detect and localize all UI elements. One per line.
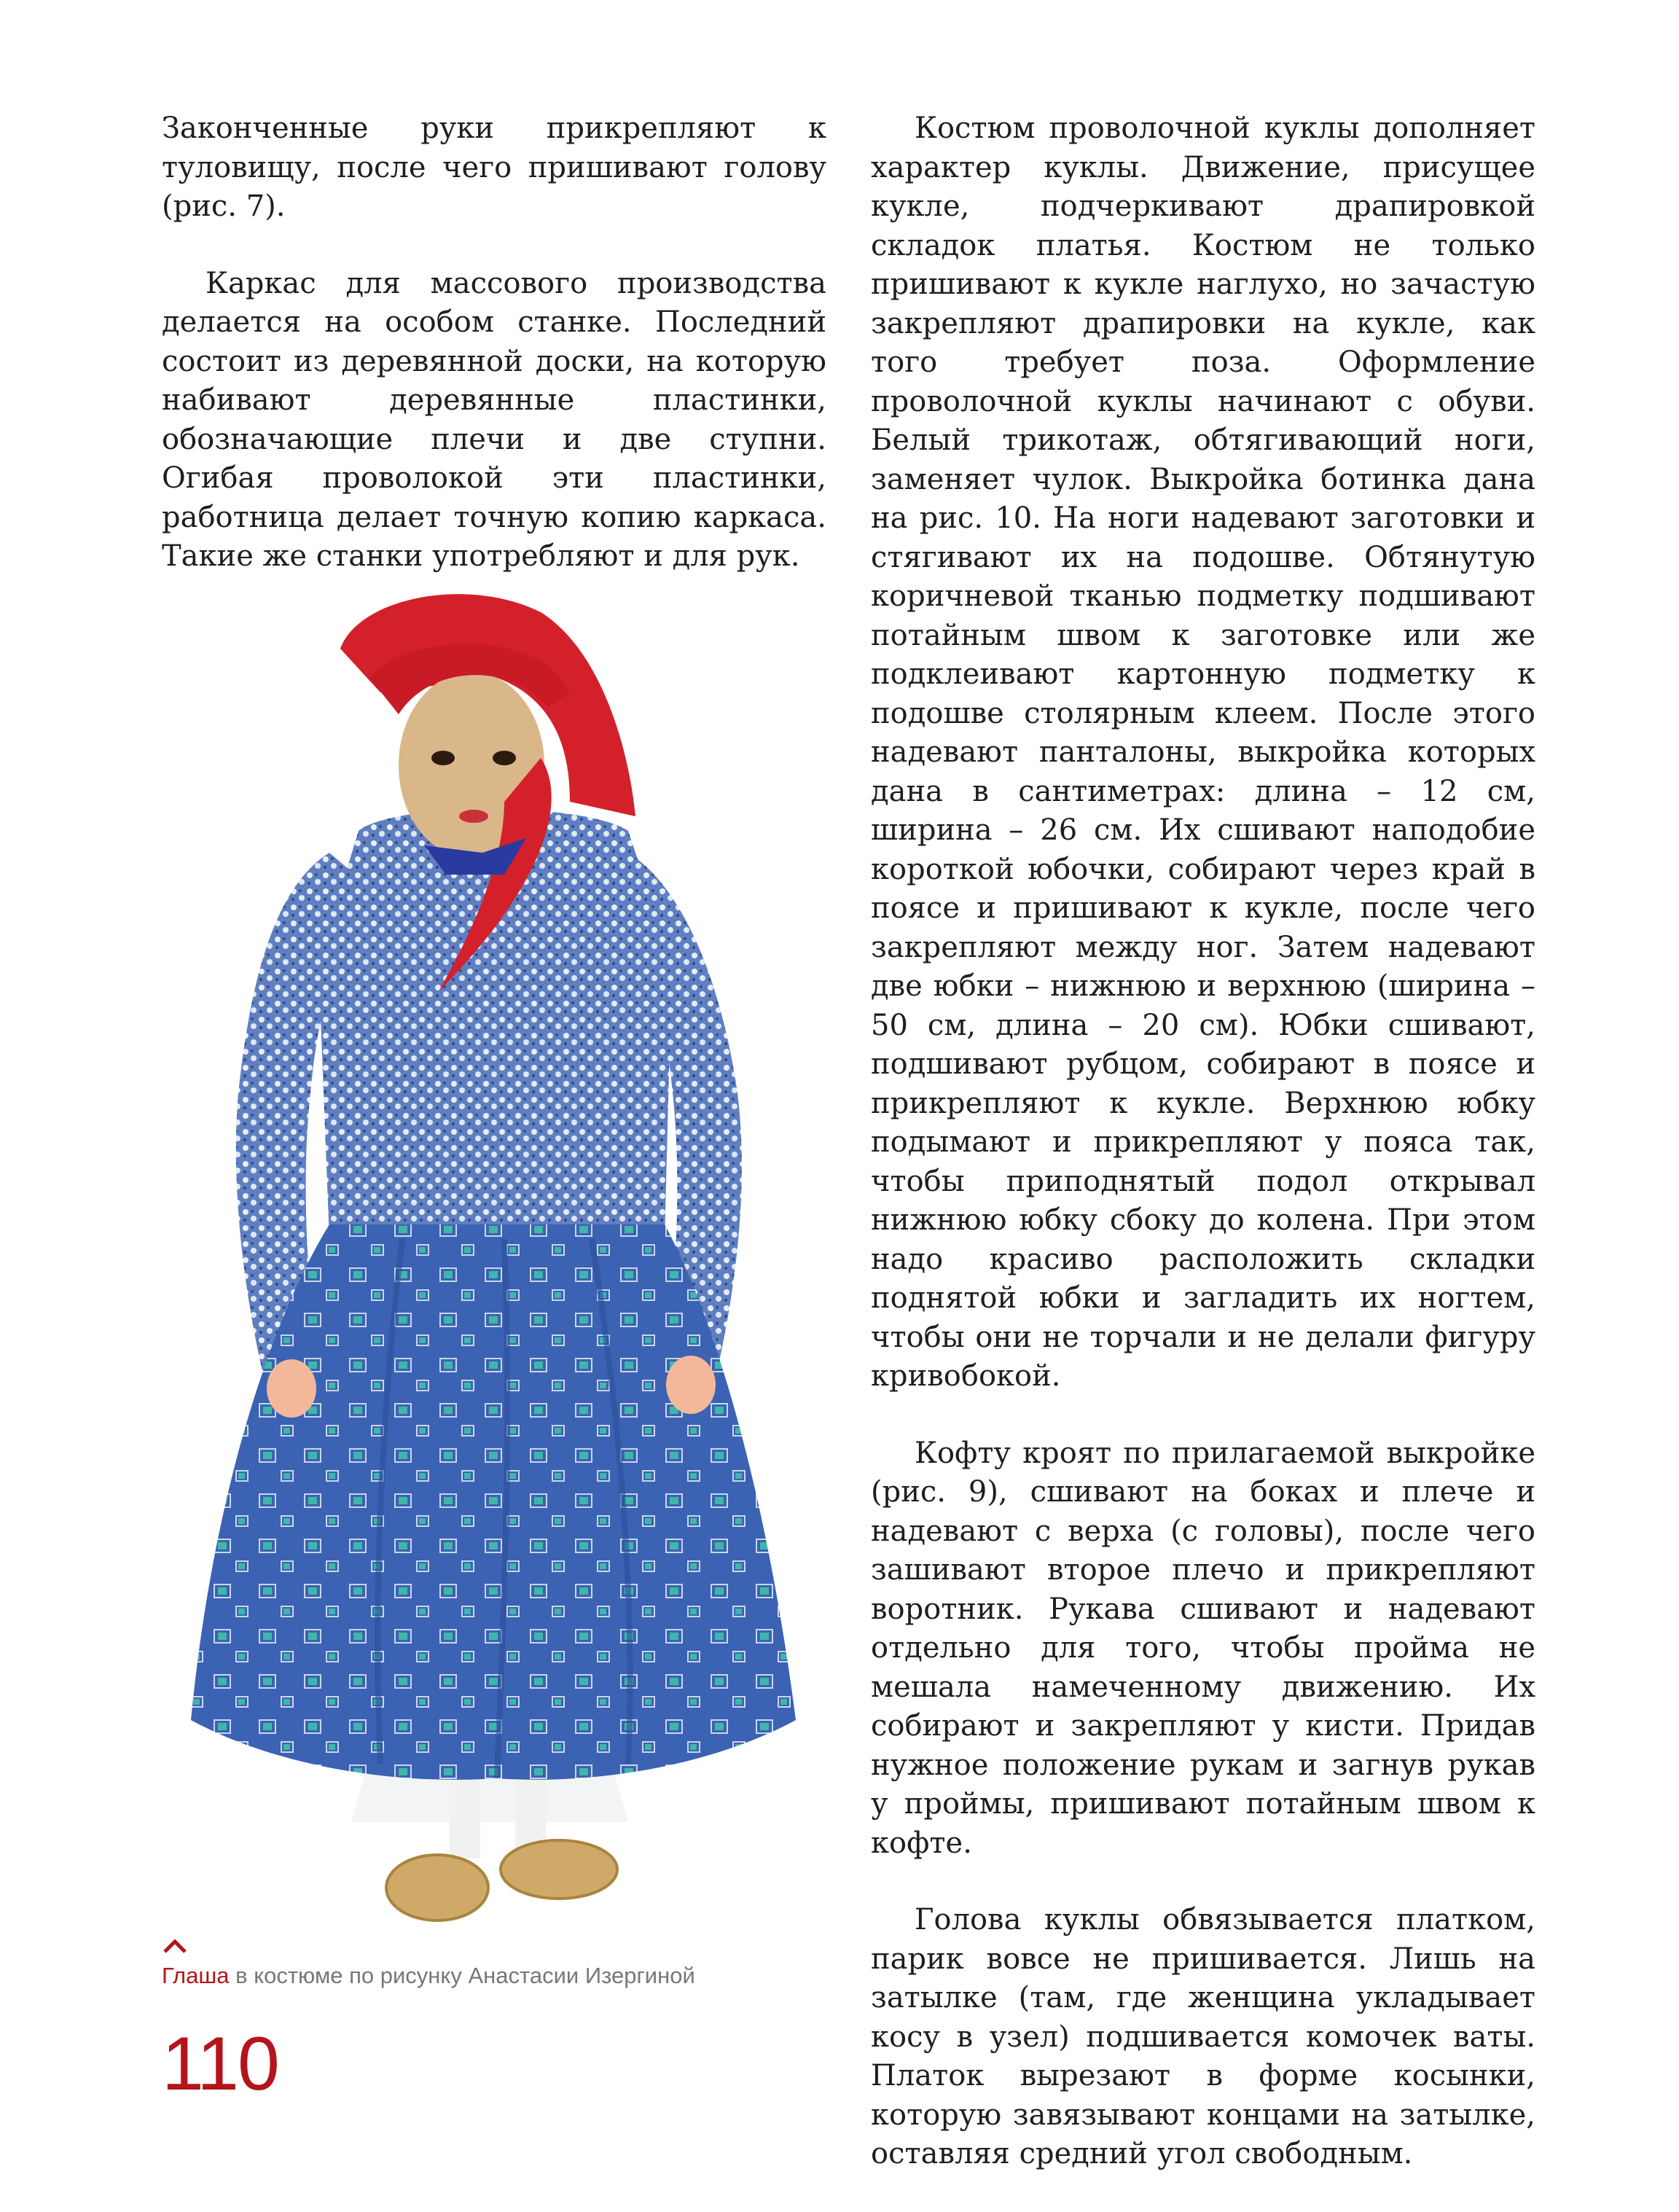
right-column [871, 109, 1535, 2212]
paragraph: Голова куклы обвязывается платком, парик вовсе не пришивается. Лишь на затылке (там, где женщина укладывает косу в узел) подшивается комочек ваты. Платок вырезают в форме косынки, которую завязывают концами на затылке, оставляя средний угол свободным. [871, 1903, 1535, 2170]
paragraph: Законченные руки прикрепляют к туловищу, после чего пришивают голову (рис. 7). [162, 112, 826, 223]
page-number: 110 [162, 2022, 278, 2106]
paragraph: Костюм проволочной куклы дополняет характер куклы. Движение, присущее кукле, подчеркивают драпировкой складок платья. Костюм не только пришивают к кукле наглухо, но зачастую закрепляют драпировки на кукле, как того требует поза. Оформление проволочной куклы начинают с обуви. Белый трикотаж, обтягивающий ноги, заменяет чулок. Выкройка ботинка дана на рис. 10. На ноги надевают заготовки и стягивают их на подошве. Обтянутую коричневой тканью подметку подшивают потайным швом к заготовке или же подклеивают картонную подметку к подошве столярным клеем. После этого надевают панталоны, выкройка которых дана в сантиметрах: длина – 12 см, ширина – 26 см. Их сшивают наподобие короткой юбочки, собирают через край в поясе и пришивают к кукле, после чего закрепляют между ног. Затем надевают две юбки – нижнюю и верхнюю (ширина – 50 см, длина – 20 см). Юбки сшивают, подшивают рубцом, собирают в поясе и прикрепляют к кукле. Верхнюю юбку подымают и прикрепляют у пояса так, чтобы приподнятый подол открывал нижнюю юбку сбоку до колена. При этом надо красиво расположить складки поднятой юбки и загладить их ногтем, чтобы они не торчали и не делали фигуру кривобокой. [871, 112, 1535, 1393]
figure-caption [162, 1963, 695, 1989]
caption-name: Глаша [162, 1963, 230, 1988]
caption-text: в костюме по рисунку Анастасии Изергиной [229, 1963, 695, 1988]
paragraph: Каркас для массового производства делается на особом станке. Последний состоит из деревянной доски, на которую набивают деревянные пластинки, обозначающие плечи и две ступни. Огибая проволокой эти пластинки, работница делает точную копию каркаса. Такие же станки употребляют и для рук. [162, 266, 826, 573]
caret-up-icon [162, 1939, 188, 1953]
doll-photo [162, 583, 826, 1931]
left-column [162, 109, 826, 614]
paragraph: Кофту кроят по прилагаемой выкройке (рис. 9), сшивают на боках и плече и надевают с верха (с головы), после чего зашивают второе плечо и прикрепляют воротник. Рукава сшивают и надевают отдельно для того, чтобы пройма не мешала намеченному движению. Их собирают и закрепляют у кисти. Придав нужное положение рукам и загнув рукав у проймы, пришивают потайным швом к кофте. [871, 1436, 1535, 1860]
